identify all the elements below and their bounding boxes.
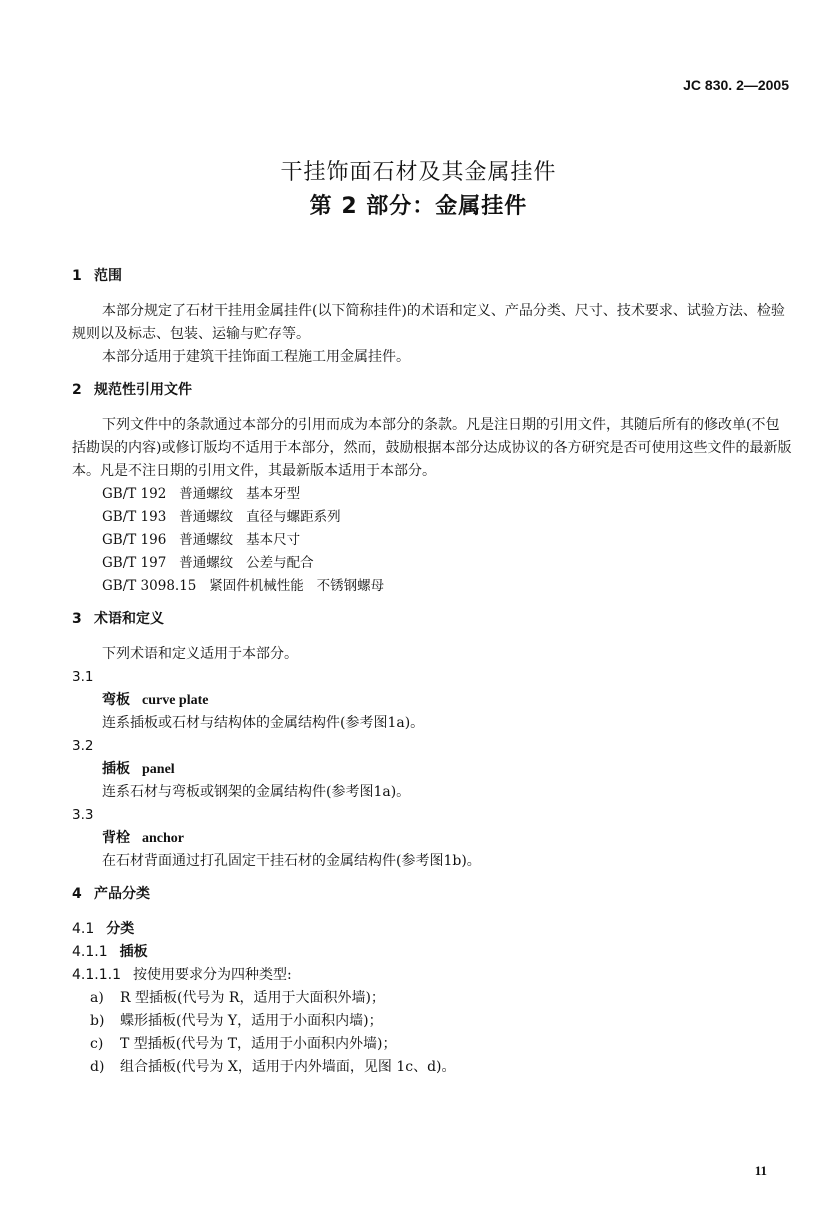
list-item [72,1056,792,1079]
section-heading-terms [72,608,792,631]
standard-code: JC 830. 2—2005 [683,77,789,93]
section-heading-normative-references [72,379,792,402]
subclause-heading [72,941,792,964]
clause-number: 4.1 [72,921,95,937]
term-chinese: 弯板 [102,692,130,708]
list-text: 组合插板(代号为 X，适用于内外墙面，见图 1c、d)。 [120,1059,456,1075]
clause-text: 按使用要求分为四种类型: [132,967,292,983]
clause-number: 3.2 [72,738,94,754]
term-definition: 连系石材与弯板或钢架的金属结构件(参考图1a)。 [102,784,411,800]
list-text: 蝶形插板(代号为 Y，适用于小面积内墙)； [120,1013,383,1029]
clause-number: 3.1 [72,669,94,685]
paragraph: 本部分适用于建筑干挂饰面工程施工用金属挂件。 [102,349,410,365]
section-title: 规范性引用文件 [94,382,192,398]
list-item [72,1010,792,1033]
section-heading-classification [72,883,792,906]
section-heading-scope [72,265,792,288]
list-label: c) [90,1036,104,1052]
section-number: 4 [72,886,82,902]
reference-item: GB/T 196 普通螺纹 基本尺寸 [102,532,301,548]
term-entry [72,689,792,712]
paragraph: 下列文件中的条款通过本部分的引用而成为本部分的条款。凡是注日期的引用文件，其随后所有的修改单(不包括勘误的内容)或修订版均不适用于本部分，然而，鼓励根据本部分达成协议的各方研究是否可使用这些文件的最新版本。凡是不注日期的引用文件，其最新版本适用于本部分。 [72,417,792,479]
term-chinese: 背栓 [102,830,130,846]
reference-item: GB/T 193 普通螺纹 直径与螺距系列 [102,509,341,525]
clause-title: 分类 [106,921,135,937]
list-label: a) [90,990,104,1006]
paragraph: 下列术语和定义适用于本部分。 [102,646,298,662]
list-label: b) [90,1013,105,1029]
term-english: curve plate [142,693,209,708]
clause-number: 3.3 [72,807,94,823]
document-title: 干挂饰面石材及其金属挂件 [280,160,557,185]
clause-number: 4.1.1 [72,944,108,960]
document-body [72,265,792,1079]
term-chinese: 插板 [102,761,130,777]
term-entry [72,827,792,850]
reference-item: GB/T 197 普通螺纹 公差与配合 [102,555,314,571]
section-number: 1 [72,268,82,284]
title-block [0,156,837,224]
clause-title: 插板 [119,944,148,960]
list-label: d) [90,1059,105,1075]
document-subtitle: 第 2 部分：金属挂件 [309,194,528,219]
section-number: 3 [72,611,82,627]
subclause-heading [72,918,792,941]
section-title: 产品分类 [94,886,150,902]
list-text: T 型插板(代号为 T，适用于小面积内外墙)； [120,1036,397,1052]
reference-item: GB/T 192 普通螺纹 基本牙型 [102,486,301,502]
term-definition: 连系插板或石材与结构体的金属结构件(参考图1a)。 [102,715,425,731]
section-number: 2 [72,382,82,398]
term-english: panel [142,762,175,777]
list-item [72,1033,792,1056]
section-title: 范围 [94,268,122,284]
page-number: 11 [754,1163,767,1178]
section-title: 术语和定义 [94,611,164,627]
subclause-text [72,964,792,987]
term-definition: 在石材背面通过打孔固定干挂石材的金属结构件(参考图1b)。 [102,853,481,869]
list-item [72,987,792,1010]
term-english: anchor [142,831,184,846]
clause-number: 4.1.1.1 [72,967,121,983]
term-entry [72,758,792,781]
paragraph: 本部分规定了石材干挂用金属挂件(以下简称挂件)的术语和定义、产品分类、尺寸、技术要求、试验方法、检验规则以及标志、包装、运输与贮存等。 [72,303,785,342]
reference-item: GB/T 3098.15 紧固件机械性能 不锈钢螺母 [102,578,385,594]
list-text: R 型插板(代号为 R，适用于大面积外墙)； [120,990,385,1006]
